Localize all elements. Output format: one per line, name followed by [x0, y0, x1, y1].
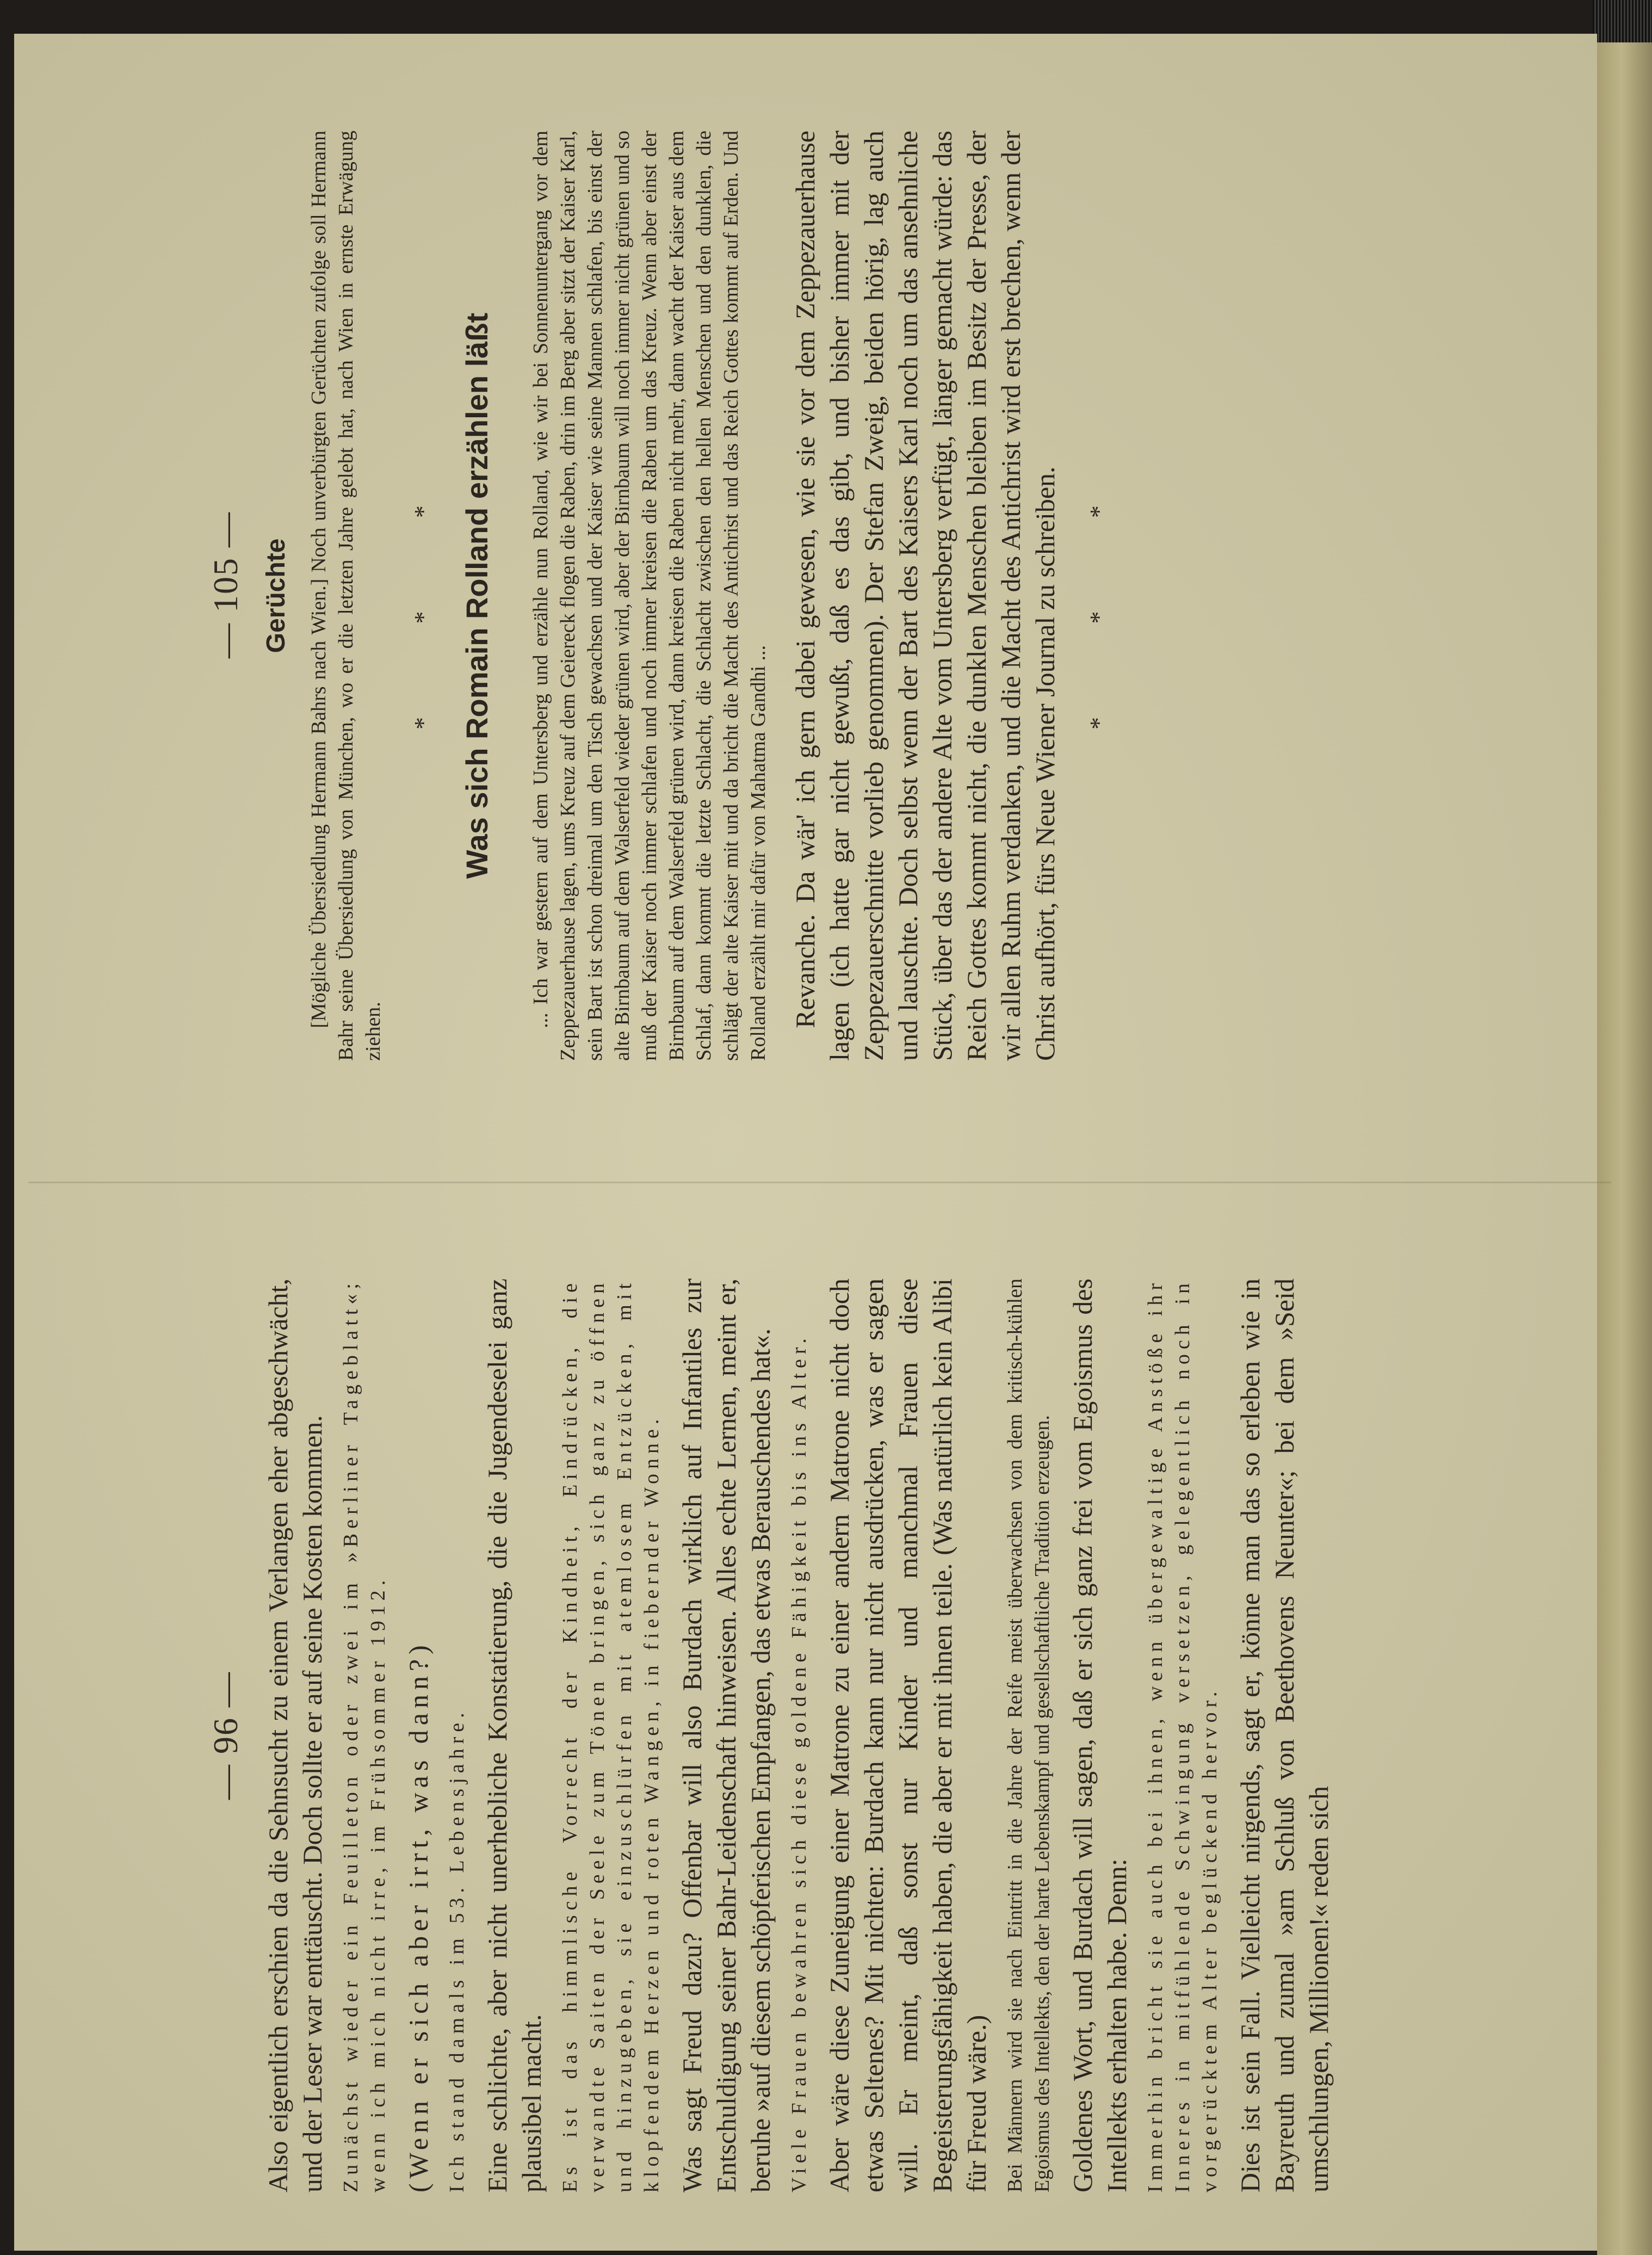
paragraph: ... Ich war gestern auf dem Untersberg und erzähle nun Rolland, wie wir bei Sonnenuntergang vor dem Zeppezauerhause lagen, ums Kreuz auf dem Geiereck flogen die Raben, drin im Berg aber sitzt der Kaiser Karl, sein Bart ist schon dreimal um den Tisch gewachsen und der Kaiser wie seine Mannen schlafen, bis einst der alte Birnbaum auf dem Walserfeld wieder grünen wird, aber der Birnbaum will noch immer nicht grünen und so muß der Kaiser noch immer schlafen und noch immer kreisen die Raben um das Kreuz. Wenn aber einst der Birnbaum auf dem Walserfeld grünen wird, dann kreisen die Raben nicht mehr, dann wacht der Kaiser aus dem Schlaf, dann kommt die letzte Schlacht, die Schlacht zwischen den hellen Menschen und den dunklen, die schlägt der alte Kaiser mit und da bricht die Macht des Antichrist und das Reich Gottes kommt auf Erden. Und Rolland erzählt mir dafür von Mahatma Gandhi ...: [529, 131, 770, 1061]
paragraph: Bei Männern wird sie nach Eintritt in die Jahre der Reife meist überwachsen von dem kritisch-kühlen Egoismus des Intellekts, den der harte Lebenskampf und gesellschaftliche Tradition erzeugen.: [1004, 1278, 1054, 2192]
paragraph: Dies ist sein Fall. Vielleicht nirgends, sagt er, könne man das so erleben wie in Bayreuth und zumal »am Schluß von Beethovens Neunter«; bei dem »Seid umschlungen, Millionen!« reden sich: [1235, 1278, 1334, 2192]
page-number-96: — 96 —: [206, 1671, 245, 1800]
paragraph: Ich stand damals im 53. Lebensjahre.: [446, 1708, 468, 2192]
paragraph: Eine schlichte, aber nicht unerhebliche Konstatierung, die die Jugendeselei ganz plausibel macht.: [482, 1278, 547, 2192]
section-divider-asterisks: * * *: [409, 462, 437, 730]
paragraph: Aber wäre diese Zuneigung einer Matrone zu einer andern Matrone nicht doch etwas Seltenes? Mit nichten: Burdach kann nur nicht ausdrücken, was er sagen will. Er meint, daß sonst nur Kinder und manchmal Frauen diese Begeisterungsfähigkeit haben, die aber er mit ihnen teile. (Was natürlich kein Alibi für Freud wäre.): [824, 1278, 992, 2192]
section-divider-asterisks: * * *: [1085, 462, 1112, 730]
paragraph: [Mögliche Übersiedlung Hermann Bahrs nach Wien.] Noch unverbürgten Gerüchten zufolge soll Hermann Bahr seine Übersiedlung von München, wo er die letzten Jahre gelebt hat, nach Wien in ernste Erwägung ziehen.: [307, 131, 385, 1061]
paragraph: Goldenes Wort, und Burdach will sagen, daß er sich ganz frei vom Egoismus des Intellekts erhalten habe. Denn:: [1067, 1278, 1132, 2192]
section-title-rolland: Was sich Romain Rolland erzählen läßt: [460, 312, 494, 879]
next-page-edge: [1597, 42, 1652, 2255]
paragraph: (Wenn er sich aber irrt, was dann?): [403, 1640, 434, 2192]
section-title-geruechte: Gerüchte: [262, 538, 290, 653]
paragraph: Revanche. Da wär' ich gern dabei gewesen, wie sie vor dem Zeppezauerhause lagen (ich hatte gar nicht gewußt, daß es das gibt, und bisher immer mit der Zeppezauerschnitte vorlieb genommen). Der Stefan Zweig, beiden hörig, lag auch und lauschte. Doch selbst wenn der Bart des Kaisers Karl noch um das ansehnliche Stück, über das der andere Alte vom Untersberg verfügt, länger gemacht würde: das Reich Gottes kommt nicht, die dunklen Menschen bleiben im Besitz der Presse, der wir allen Ruhm verdanken, und die Macht des Antichrist wird erst brechen, wenn der Christ aufhört, fürs Neue Wiener Journal zu schreiben.: [790, 131, 1060, 1061]
paragraph: Immerhin bricht sie auch bei ihnen, wenn übergewaltige Anstöße ihr Inneres in mitfühlende Schwingung versetzen, gelegentlich noch in vorgerücktem Alter beglückend hervor.: [1144, 1278, 1221, 2192]
center-fold: [28, 1182, 1611, 1183]
paragraph: Viele Frauen bewahren sich diese goldene Fähigkeit bis ins Alter.: [788, 1333, 810, 2192]
paragraph: Es ist das himmlische Vorrecht der Kindheit, Eindrücken, die verwandte Saiten der Seele zum Tönen bringen, sich ganz zu öffnen und hinzugeben, sie einzuschlürfen mit atemlosem Entzücken, mit klopfendem Herzen und roten Wangen, in fiebernder Wonne.: [559, 1278, 663, 2192]
page-96: [190, 1202, 1583, 2252]
page-number-105: — 105 —: [206, 511, 245, 658]
paragraph: Zunächst wieder ein Feuilleton oder zwei im »Berliner Tageblatt«; wenn ich mich nicht irre, im Frühsommer 1912.: [339, 1278, 389, 2192]
paragraph: Was sagt Freud dazu? Offenbar will also Burdach wirklich auf Infantiles zur Entschuldigung seiner Bahr-Leidenschaft hinweisen. Alles echte Lernen, meint er, beruhe »auf diesem schöpferischen Empfangen, das etwas Berauschendes hat«.: [677, 1278, 776, 2192]
paragraph: Also eigentlich erschien da die Sehnsucht zu einem Verlangen eher abgeschwächt, und der Leser war enttäuscht. Doch sollte er auf seine Kosten kommen.: [263, 1278, 327, 2192]
page-105: [190, 76, 1583, 1110]
binding-strip: [1593, 0, 1652, 42]
